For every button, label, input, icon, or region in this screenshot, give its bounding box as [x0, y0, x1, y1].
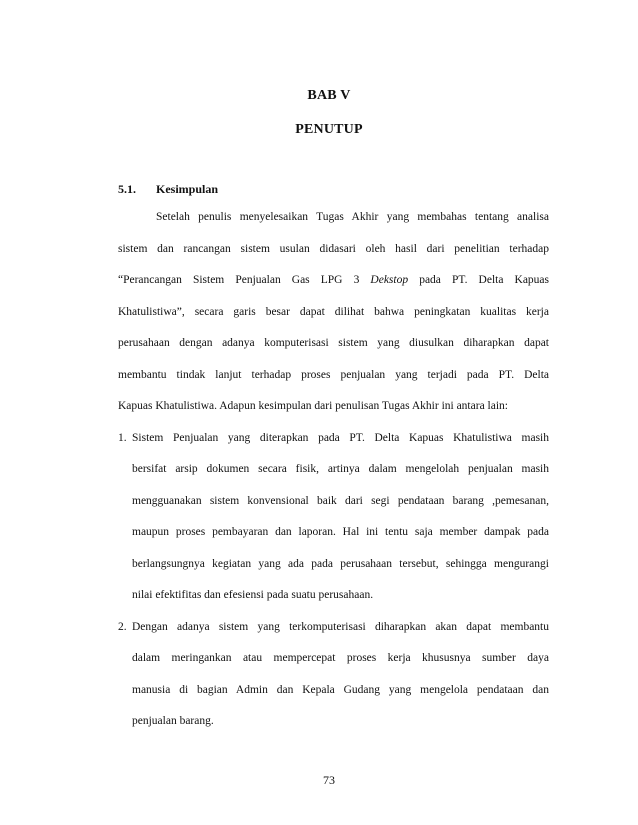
list-item-line: berlangsungnya kegiatan yang ada pada perusahaan tersebut, sehingga mengurangi — [132, 557, 549, 570]
list-item-line: manusia di bagian Admin dan Kepala Gudang yang mengelola pendataan dan — [132, 683, 549, 696]
list-item-line: bersifat arsip dokumen secara fisik, artinya dalam mengelolah penjualan masih — [132, 463, 549, 475]
list-marker: 2. — [118, 620, 127, 633]
paragraph-line: sistem dan rancangan sistem usulan didasari oleh hasil dari penelitian terhadap — [118, 242, 549, 255]
list-item-text: Sistem Penjualan yang diterapkan pada PT. Delta Kapuas Khatulistiwa masih — [132, 431, 549, 444]
conclusion-list-item — [118, 620, 549, 746]
section-title: Kesimpulan — [156, 182, 219, 196]
paragraph-text: “Perancangan Sistem Penjualan Gas LPG 3 — [118, 274, 360, 286]
page-number: 73 — [323, 773, 335, 787]
paragraph-line: Kapuas Khatulistiwa. Adapun kesimpulan dari penulisan Tugas Akhir ini antara lain: — [118, 400, 508, 412]
list-item-line: penjualan barang. — [132, 715, 214, 727]
paragraph-line — [118, 273, 549, 305]
paragraph-line: membantu tindak lanjut terhadap proses penjualan yang terjadi pada PT. Delta — [118, 368, 549, 381]
paragraph-text: pada PT. Delta Kapuas — [419, 274, 549, 286]
chapter-label: BAB V — [307, 88, 351, 103]
conclusion-list-item — [118, 431, 549, 620]
list-marker: 1. — [118, 431, 127, 444]
list-item-line: maupun proses pembayaran dan laporan. Hal ini tentu saja member dampak pada — [132, 526, 549, 538]
list-item-line — [118, 431, 549, 463]
italic-term: Dekstop — [370, 274, 409, 286]
paragraph-line: Khatulistiwa”, secara garis besar dapat dilihat bahwa peningkatan kualitas kerja — [118, 305, 549, 318]
list-item-line: nilai efektifitas dan efesiensi pada suatu perusahaan. — [132, 589, 374, 601]
list-item-line — [118, 620, 549, 652]
section-number: 5.1. — [118, 182, 136, 196]
list-item-line: dalam meringankan atau mempercepat proses kerja khususnya sumber daya — [132, 652, 549, 664]
chapter-title: PENUTUP — [295, 122, 363, 137]
intro-paragraph — [118, 210, 549, 431]
list-item-line: mengguanakan sistem konvensional baik dari segi pendataan barang ,pemesanan, — [132, 494, 549, 507]
paragraph-line: perusahaan dengan adanya komputerisasi sistem yang diusulkan diharapkan dapat — [118, 337, 549, 349]
paragraph-line: Setelah penulis menyelesaikan Tugas Akhir yang membahas tentang analisa — [156, 211, 549, 223]
section-heading — [118, 182, 218, 197]
list-item-text: Dengan adanya sistem yang terkomputerisasi diharapkan akan dapat membantu — [132, 620, 549, 633]
